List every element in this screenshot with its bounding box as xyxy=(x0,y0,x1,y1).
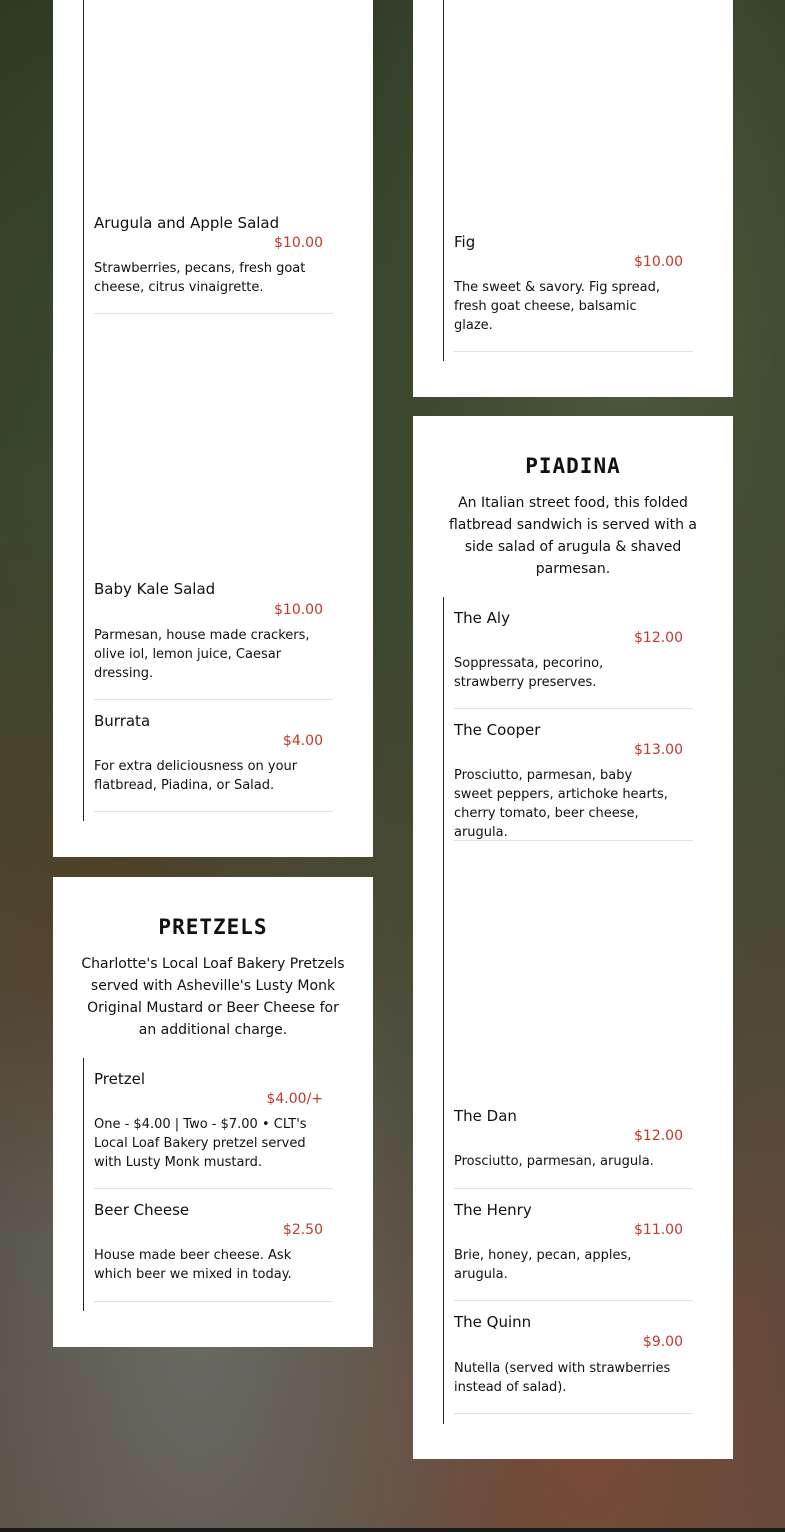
menu-item-divider xyxy=(454,840,693,841)
menu-item-description: Strawberries, pecans, fresh goat cheese, citrus vinaigrette. xyxy=(94,261,306,295)
menu-item-name: The Dan xyxy=(454,1107,517,1125)
section-intro: Charlotte's Local Loaf Bakery Pretzels served with Asheville's Lusty Monk Original Mustard or Beer Cheese for an additional charge. xyxy=(81,956,345,1038)
menu-item-description: Prosciutto, parmesan, baby sweet peppers, artichoke hearts, cherry tomato, beer cheese, arugula. xyxy=(454,768,668,840)
menu-item-name: The Henry xyxy=(454,1201,532,1219)
menu-item-description: The sweet & savory. Fig spread, fresh goat cheese, balsamic glaze. xyxy=(454,280,661,333)
menu-item-description: For extra deliciousness on your flatbread, Piadina, or Salad. xyxy=(94,759,298,793)
menu-item-divider xyxy=(454,351,693,352)
menu-item-name: Fig xyxy=(454,233,476,251)
menu-item-price: $4.00/+ xyxy=(266,1091,323,1107)
menu-item-name: Beer Cheese xyxy=(94,1201,190,1219)
menu-item-divider xyxy=(94,699,333,700)
menu-item-divider xyxy=(94,313,333,314)
section-rule xyxy=(83,1058,84,1311)
pretzels-menu-card xyxy=(53,877,373,1347)
menu-item-price: $4.00 xyxy=(282,733,323,749)
menu-item-description: Soppressata, pecorino, strawberry preserves. xyxy=(454,656,604,690)
menu-item-name: The Aly xyxy=(454,609,510,627)
menu-item-name: Burrata xyxy=(94,712,151,730)
menu-item-name: Baby Kale Salad xyxy=(94,580,216,598)
menu-item-name: Arugula and Apple Salad xyxy=(94,214,280,232)
menu-item-name: The Quinn xyxy=(454,1313,532,1331)
section-title: PIADINA xyxy=(525,454,621,478)
section-rule xyxy=(83,0,84,821)
menu-item-name: The Cooper xyxy=(454,721,541,739)
menu-item-description: One - $4.00 | Two - $7.00 • CLT's Local Loaf Bakery pretzel served with Lusty Monk mustard. xyxy=(94,1117,307,1170)
piadina-menu-card xyxy=(413,416,733,1459)
menu-item-divider xyxy=(94,1301,333,1302)
menu-item-divider xyxy=(454,1300,693,1301)
menu-item-name: Pretzel xyxy=(94,1070,145,1088)
section-intro: An Italian street food, this folded flatbread sandwich is served with a side salad of arugula & shaved parmesan. xyxy=(448,495,697,577)
menu-item-description: Nutella (served with strawberries instead of salad). xyxy=(454,1361,671,1395)
menu-item-price: $10.00 xyxy=(634,254,683,270)
menu-item-price: $9.00 xyxy=(642,1334,683,1350)
section-rule xyxy=(443,0,444,361)
menu-item-price: $11.00 xyxy=(634,1222,683,1238)
menu-item-description: Parmesan, house made crackers, olive iol, lemon juice, Caesar dressing. xyxy=(94,628,310,681)
menu-item-divider xyxy=(454,1188,693,1189)
menu-item-price: $2.50 xyxy=(282,1222,323,1238)
menu-item-description: Prosciutto, parmesan, arugula. xyxy=(454,1154,654,1169)
section-rule xyxy=(443,597,444,1424)
salads-menu-card xyxy=(53,0,373,857)
menu-item-description: House made beer cheese. Ask which beer we mixed in today. xyxy=(94,1248,292,1282)
menu-item-divider xyxy=(454,1413,693,1414)
menu-item-price: $12.00 xyxy=(634,630,683,646)
menu-item-price: $13.00 xyxy=(634,742,683,758)
menu-item-price: $12.00 xyxy=(634,1128,683,1144)
menu-item-price: $10.00 xyxy=(274,602,323,618)
menu-item-divider xyxy=(454,708,693,709)
menu-item-divider xyxy=(94,1188,333,1189)
menu-item-divider xyxy=(94,811,333,812)
footer-edge xyxy=(0,1528,785,1532)
section-title: PRETZELS xyxy=(158,915,268,939)
menu-item-price: $10.00 xyxy=(274,235,323,251)
flatbread-menu-card xyxy=(413,0,733,397)
menu-item-description: Brie, honey, pecan, apples, arugula. xyxy=(454,1248,632,1282)
